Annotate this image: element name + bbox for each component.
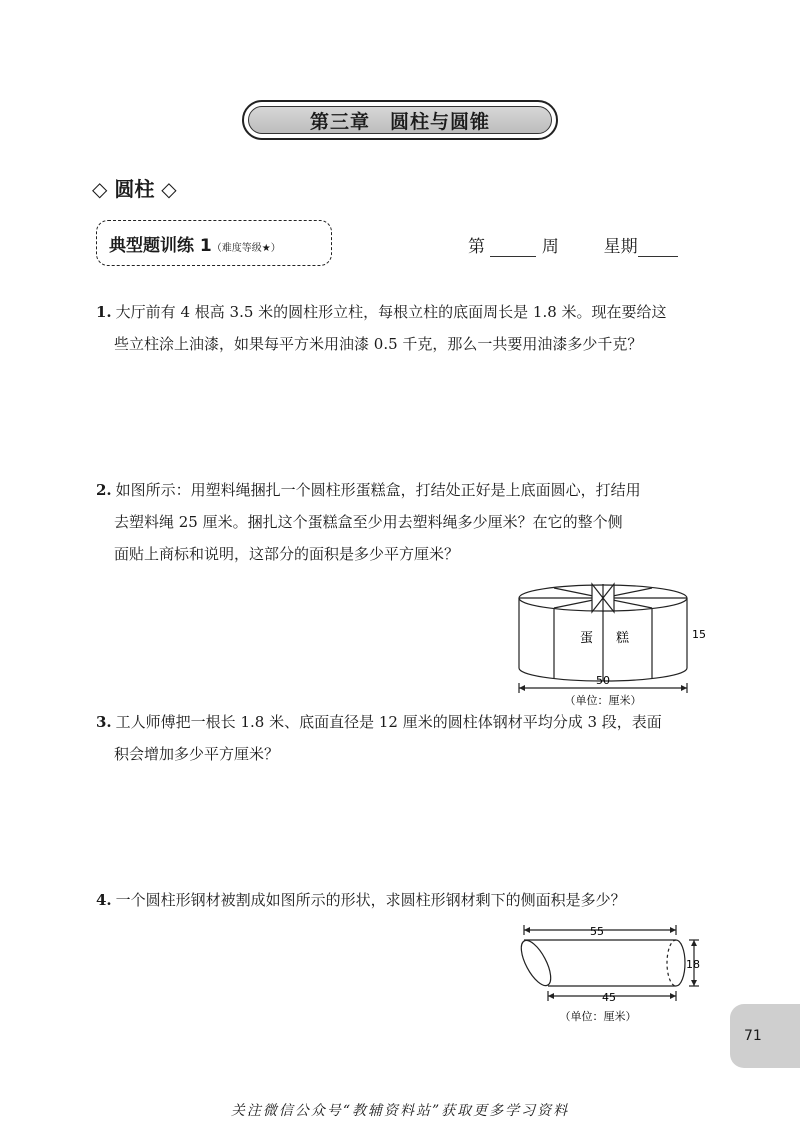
week-suffix: 周 (541, 237, 559, 257)
chapter-title: 第三章 圆柱与圆锥 (248, 106, 552, 134)
page-number: 71 (744, 1028, 762, 1044)
width-label: 50 (596, 674, 610, 687)
question-line: 些立柱涂上油漆，如果每平方米用油漆 0.5 千克，那么一共要用油漆多少千克？ (114, 335, 643, 353)
cake-box-figure (508, 576, 718, 708)
question-1 (96, 296, 714, 360)
unit-caption: （单位：厘米） (564, 694, 642, 707)
difficulty-label: （难度等级★） (211, 243, 281, 254)
section-title: ◇ 圆柱 ◇ (92, 177, 177, 201)
question-line: 3. 工人师傅把一根长 1.8 米、底面直径是 12 厘米的圆柱体钢材平均分成 3 段，表面 (96, 713, 662, 731)
footer-note: 关注微信公众号“教辅资料站”获取更多学习资料 (230, 1103, 570, 1119)
unit-caption: （单位：厘米） (559, 1010, 637, 1023)
question-number: 2. (96, 481, 112, 499)
question-line: 2. 如图所示：用塑料绳捆扎一个圆柱形蛋糕盒，打结处正好是上底面圆心，打结用 (96, 481, 641, 499)
cake-label-left: 蛋 (580, 631, 594, 646)
week-blank[interactable] (490, 236, 536, 257)
weekday-label: 星期 (603, 237, 638, 257)
bottom-length-label: 45 (602, 991, 616, 1004)
question-number: 3. (96, 713, 112, 731)
question-line: 去塑料绳 25 厘米。捆扎这个蛋糕盒至少用去塑料绳多少厘米？在它的整个侧 (114, 513, 623, 531)
height-label: 15 (692, 628, 706, 641)
weekday-blank[interactable] (638, 236, 678, 257)
question-line: 1. 大厅前有 4 根高 3.5 米的圆柱形立柱，每根立柱的底面周长是 1.8 米。现在要给这 (96, 303, 667, 321)
page-number-tab (730, 1004, 800, 1068)
exercise-label (109, 231, 281, 256)
question-3 (96, 706, 714, 770)
steel-cylinder-figure (510, 920, 710, 1028)
cake-label-right: 糕 (616, 631, 630, 646)
question-line: 积会增加多少平方厘米？ (114, 745, 280, 763)
exercise-label-box (96, 220, 332, 266)
diameter-label: 18 (686, 958, 700, 971)
question-number: 4. (96, 891, 112, 909)
exercise-title: 典型题训练 1 (109, 236, 212, 256)
chapter-banner (242, 100, 558, 140)
question-4 (96, 884, 714, 916)
question-2 (96, 474, 714, 570)
top-length-label: 55 (590, 925, 604, 938)
question-number: 1. (96, 303, 112, 321)
question-line: 面贴上商标和说明，这部分的面积是多少平方厘米？ (114, 545, 460, 563)
question-line: 4. 一个圆柱形钢材被割成如图所示的形状，求圆柱形钢材剩下的侧面积是多少？ (96, 891, 626, 909)
schedule-line (468, 232, 678, 257)
week-prefix: 第 (468, 237, 485, 257)
